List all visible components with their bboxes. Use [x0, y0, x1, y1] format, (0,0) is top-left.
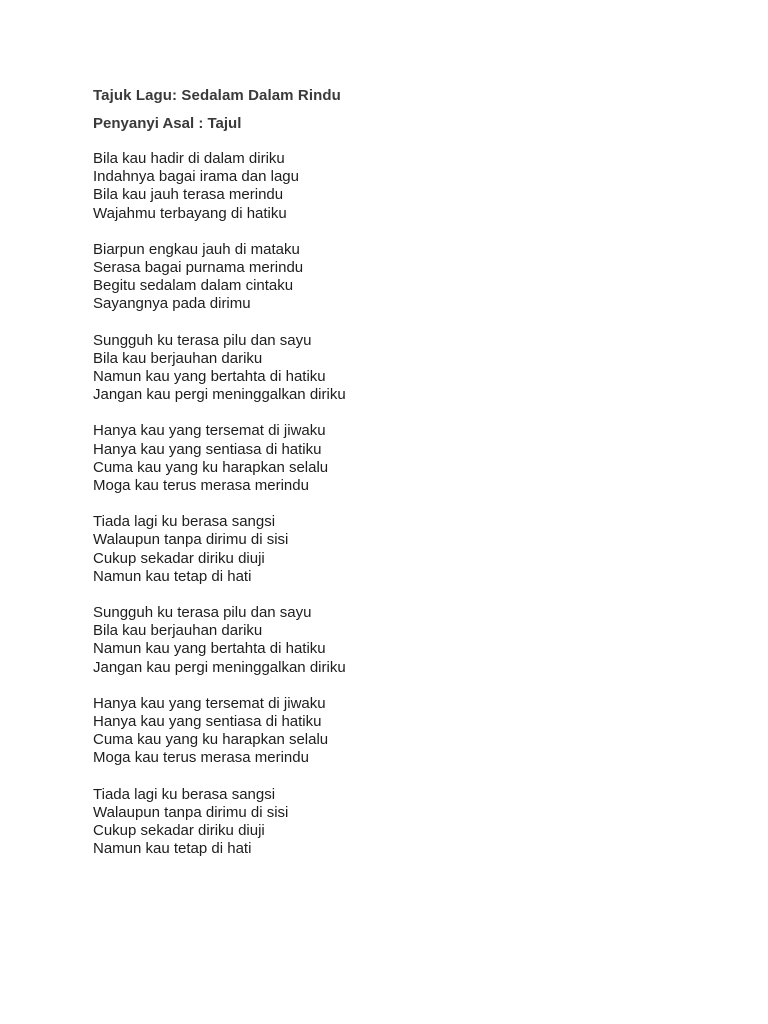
stanza: [93, 241, 693, 314]
lyric-line: Biarpun engkau jauh di mataku: [93, 240, 300, 258]
lyric-line: Tiada lagi ku berasa sangsi: [93, 513, 276, 531]
stanza: [93, 695, 693, 768]
lyric-line: Cuma kau yang ku harapkan selalu: [93, 458, 329, 476]
lyric-line: Begitu sedalam dalam cintaku: [93, 277, 294, 295]
lyric-line: Cuma kau yang ku harapkan selalu: [93, 731, 329, 749]
lyric-line: Sayangnya pada dirimu: [93, 295, 251, 313]
lyric-line: Walaupun tanpa dirimu di sisi: [93, 531, 289, 549]
lyric-line: Hanya kau yang tersemat di jiwaku: [93, 422, 326, 440]
lyric-line: Namun kau yang bertahta di hatiku: [93, 640, 326, 658]
stanza: [93, 422, 693, 495]
lyric-line: Tiada lagi ku berasa sangsi: [93, 785, 276, 803]
lyric-line: Jangan kau pergi meninggalkan diriku: [93, 658, 346, 676]
stanza: [93, 513, 693, 586]
lyric-line: Bila kau berjauhan dariku: [93, 349, 263, 367]
stanza: [93, 604, 693, 677]
stanza: [93, 150, 693, 223]
lyric-line: Walaupun tanpa dirimu di sisi: [93, 803, 289, 821]
lyric-line: Moga kau terus merasa merindu: [93, 749, 309, 767]
lyric-line: Moga kau terus merasa merindu: [93, 477, 309, 495]
lyric-line: Wajahmu terbayang di hatiku: [93, 204, 287, 222]
lyric-line: Serasa bagai purnama merindu: [93, 259, 304, 277]
lyric-line: Hanya kau yang tersemat di jiwaku: [93, 694, 326, 712]
document-content: [93, 86, 693, 877]
song-title: Tajuk Lagu: Sedalam Dalam Rindu: [93, 87, 341, 104]
lyric-line: Cukup sekadar diriku diuji: [93, 549, 265, 567]
lyric-line: Bila kau jauh terasa merindu: [93, 186, 284, 204]
lyric-line: Bila kau hadir di dalam diriku: [93, 150, 285, 167]
lyric-line: Hanya kau yang sentiasa di hatiku: [93, 440, 322, 458]
lyric-line: Namun kau yang bertahta di hatiku: [93, 368, 326, 386]
stanza: [93, 786, 693, 859]
lyric-line: Hanya kau yang sentiasa di hatiku: [93, 713, 322, 731]
lyric-line: Sungguh ku terasa pilu dan sayu: [93, 331, 312, 349]
lyric-line: Namun kau tetap di hati: [93, 567, 252, 585]
lyric-line: Namun kau tetap di hati: [93, 840, 252, 858]
lyric-line: Cukup sekadar diriku diuji: [93, 822, 265, 840]
lyric-line: Indahnya bagai irama dan lagu: [93, 168, 299, 186]
stanza: [93, 332, 693, 405]
original-singer: Penyanyi Asal : Tajul: [93, 115, 242, 132]
lyrics: [93, 150, 693, 859]
lyric-line: Bila kau berjauhan dariku: [93, 622, 263, 640]
lyric-line: Jangan kau pergi meninggalkan diriku: [93, 386, 346, 404]
lyric-line: Sungguh ku terasa pilu dan sayu: [93, 604, 312, 622]
